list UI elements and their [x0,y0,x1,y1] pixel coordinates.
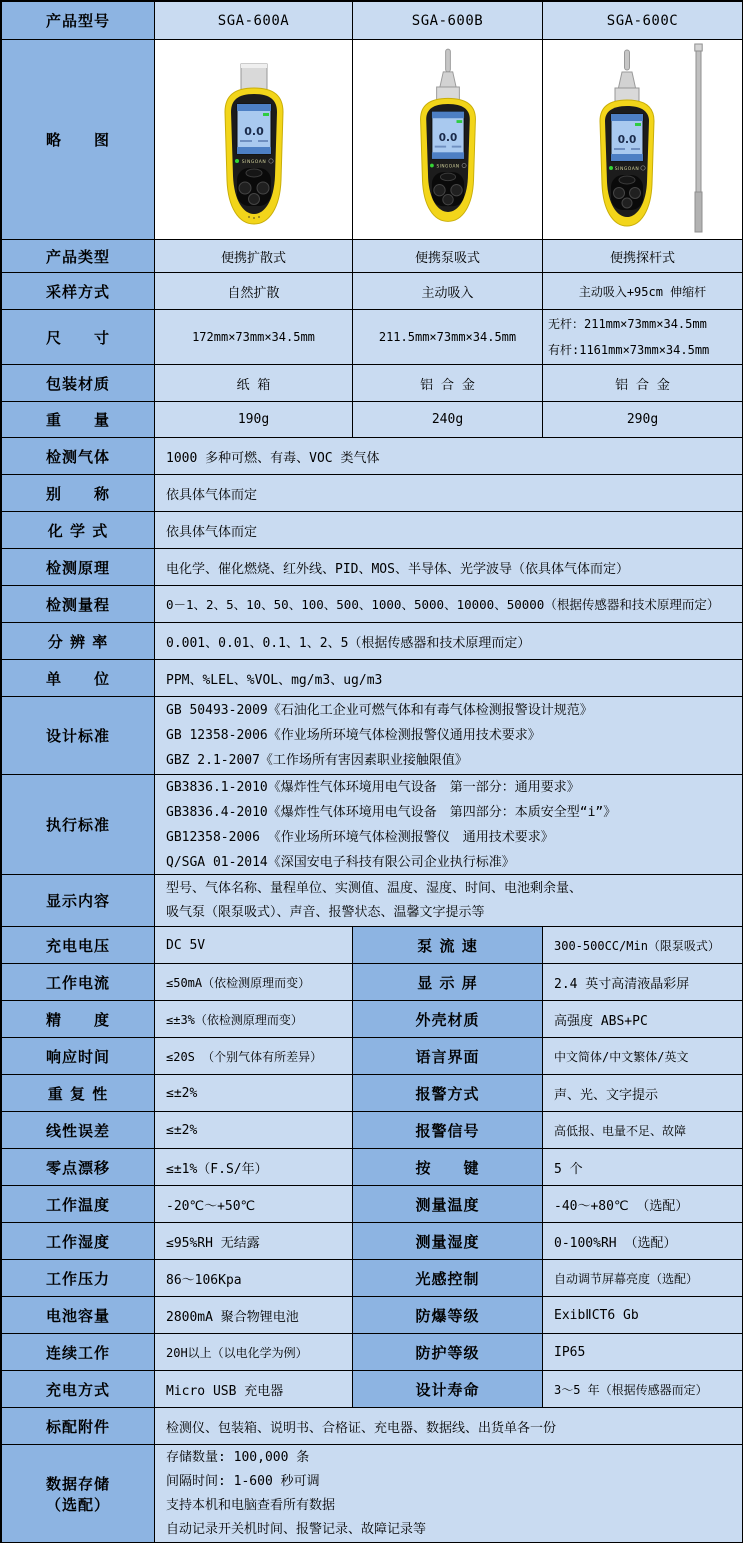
row-continuous-work-protection [2,1334,743,1371]
row-product-model [2,2,743,40]
row-accuracy-housing [2,1001,743,1038]
execution-standard-3: GB12358-2006 《作业场所环境气体检测报警仪 通用技术要求》 [166,829,554,845]
row-chemical-formula [2,512,743,549]
cell-alias: 依具体气体而定 [155,475,743,512]
screen-reading: 0.0 [617,133,636,146]
row-label-measuring-humidity: 测量湿度 [353,1223,543,1260]
row-label-weight: 重 量 [2,402,155,438]
row-label-protection-rating: 防护等级 [353,1334,543,1371]
row-label-chemical-formula: 化 学 式 [2,512,155,549]
display-content-line-2: 吸气泵（限泵吸式）、声音、报警状态、温馨文字提示等 [166,904,485,920]
row-charging-method-design-life [2,1371,743,1408]
cell-battery-capacity: 2800mA 聚合物锂电池 [155,1297,353,1334]
cell-sampling-a: 自然扩散 [155,273,353,310]
row-zero-drift-buttons [2,1149,743,1186]
status-led [609,166,613,170]
cell-protection-rating: IP65 [543,1334,743,1371]
display-content-line-1: 型号、气体名称、量程单位、实测值、温度、湿度、时间、电池剩余量、 [166,880,583,896]
cell-type-b: 便携泵吸式 [353,240,543,273]
row-linearity-alarm-signal [2,1112,743,1149]
cell-design-life: 3～5 年（根据传感器而定） [543,1371,743,1408]
cell-detection-principle: 电化学、催化燃烧、红外线、PID、MOS、半导体、光学波导（依具体气体而定） [155,549,743,586]
row-display-content [2,875,743,927]
cell-buttons: 5 个 [543,1149,743,1186]
row-label-working-pressure: 工作压力 [2,1260,155,1297]
row-repeatability-alarm-mode [2,1075,743,1112]
cell-dimensions-a: 172mm×73mm×34.5mm [155,310,353,365]
storage-capacity: 存储数量: 100,000 条 [166,1449,310,1465]
cell-language-interface: 中文简体/中文繁体/英文 [543,1038,743,1075]
row-label-buttons: 按 键 [353,1149,543,1186]
cell-dimensions-c [543,310,743,365]
cell-linearity-error: ≤±2% [155,1112,353,1149]
cell-continuous-operation: 20H以上（以电化学为例） [155,1334,353,1371]
cell-working-temperature: -20℃～+50℃ [155,1186,353,1223]
gas-detector-probe-rod-illustration [568,42,718,238]
cell-model-c: SGA-600C [543,2,743,40]
row-working-pressure-light-sensor [2,1260,743,1297]
cell-working-current: ≤50mA（依检测原理而变） [155,964,353,1001]
row-label-product-model: 产品型号 [2,2,155,40]
row-weight [2,402,743,438]
cell-light-sensing-control: 自动调节屏幕亮度（选配） [543,1260,743,1297]
row-units [2,660,743,697]
cell-zero-drift: ≤±1%（F.S/年） [155,1149,353,1186]
row-label-alarm-mode: 报警方式 [353,1075,543,1112]
product-image-sga-600a [155,40,353,240]
product-image-sga-600b [353,40,543,240]
dimensions-c-with-rod: 有杆:1161mm×73mm×34.5mm [548,343,710,357]
row-label-units: 单 位 [2,660,155,697]
cell-packaging-b: 铝 合 金 [353,365,543,402]
execution-standard-1: GB3836.1-2010《爆炸性气体环境用电气设备 第一部分：通用要求》 [166,779,580,795]
cell-execution-standards [155,775,743,875]
cell-alarm-mode: 声、光、文字提示 [543,1075,743,1112]
cell-type-a: 便携扩散式 [155,240,353,273]
status-led [430,163,434,167]
data-storage-label-line-2: （选配） [45,1495,110,1514]
cell-working-pressure: 86～106Kpa [155,1260,353,1297]
row-label-display-content: 显示内容 [2,875,155,927]
cell-display-screen: 2.4 英寸高清液晶彩屏 [543,964,743,1001]
row-detected-gases [2,438,743,475]
brand-label: SINGOAN [614,166,639,172]
row-label-alarm-signal: 报警信号 [353,1112,543,1149]
cell-data-storage [155,1445,743,1543]
cell-weight-a: 190g [155,402,353,438]
row-label-data-storage [2,1445,155,1543]
row-label-design-standards: 设计标准 [2,697,155,775]
product-image-sga-600c [543,40,743,240]
cell-measuring-temperature: -40～+80℃ （选配） [543,1186,743,1223]
execution-standard-4: Q/SGA 01-2014《深国安电子科技有限公司企业执行标准》 [166,854,515,870]
gas-detector-diffusion-illustration [179,42,329,238]
cell-weight-c: 290g [543,402,743,438]
cell-sampling-c: 主动吸入+95cm 伸缩杆 [543,273,743,310]
row-label-working-humidity: 工作湿度 [2,1223,155,1260]
row-resolution [2,623,743,660]
row-response-time-language [2,1038,743,1075]
cell-pump-flow: 300-500CC/Min（限泵吸式） [543,927,743,964]
cell-detection-range: 0－1、2、5、10、50、100、500、1000、5000、10000、50000（根据传感器和技术原理而定） [155,586,743,623]
design-standard-2: GB 12358-2006《作业场所环境气体检测报警仪通用技术要求》 [166,728,541,743]
row-label-sketch: 略 图 [2,40,155,240]
row-label-dimensions: 尺 寸 [2,310,155,365]
row-label-pump-flow: 泵 流 速 [353,927,543,964]
row-detection-range [2,586,743,623]
screen-reading: 0.0 [438,131,457,144]
row-label-standard-accessories: 标配附件 [2,1408,155,1445]
row-dimensions [2,310,743,365]
row-label-detected-gases: 检测气体 [2,438,155,475]
cell-resolution: 0.001、0.01、0.1、1、2、5（根据传感器和技术原理而定） [155,623,743,660]
gas-detector-pump-illustration [377,42,519,238]
cell-explosion-proof-rating: ExibⅡCT6 Gb [543,1297,743,1334]
row-label-linearity-error: 线性误差 [2,1112,155,1149]
cell-design-standards [155,697,743,775]
row-label-light-sensing-control: 光感控制 [353,1260,543,1297]
cell-standard-accessories: 检测仪、包装箱、说明书、合格证、充电器、数据线、出货单各一份 [155,1408,743,1445]
row-label-continuous-operation: 连续工作 [2,1334,155,1371]
row-label-charging-method: 充电方式 [2,1371,155,1408]
row-charging-voltage-pump-flow [2,927,743,964]
row-label-product-type: 产品类型 [2,240,155,273]
row-label-display-screen: 显 示 屏 [353,964,543,1001]
data-storage-label-line-1: 数据存储 [45,1474,110,1493]
status-led [235,159,239,163]
row-execution-standards [2,775,743,875]
row-label-execution-standards: 执行标准 [2,775,155,875]
screen-reading: 0.0 [243,124,264,138]
row-battery-explosion-proof [2,1297,743,1334]
cell-chemical-formula: 依具体气体而定 [155,512,743,549]
row-label-accuracy: 精 度 [2,1001,155,1038]
row-label-measuring-temperature: 测量温度 [353,1186,543,1223]
row-label-language-interface: 语言界面 [353,1038,543,1075]
row-data-storage [2,1445,743,1543]
cell-packaging-c: 铝 合 金 [543,365,743,402]
row-sketch [2,40,743,240]
row-working-temp-measure-temp [2,1186,743,1223]
cell-model-b: SGA-600B [353,2,543,40]
row-alias [2,475,743,512]
cell-units: PPM、%LEL、%VOL、mg/m3、ug/m3 [155,660,743,697]
row-working-humidity-measure-humidity [2,1223,743,1260]
brand-label: SINGOAN [241,159,266,165]
cell-display-content [155,875,743,927]
cell-housing-material: 高强度 ABS+PC [543,1001,743,1038]
cell-charging-method: Micro USB 充电器 [155,1371,353,1408]
storage-auto-records: 自动记录开关机时间、报警记录、故障记录等 [166,1521,427,1537]
row-label-repeatability: 重 复 性 [2,1075,155,1112]
cell-detected-gases: 1000 多种可燃、有毒、VOC 类气体 [155,438,743,475]
dimensions-c-without-rod: 无杆：211mm×73mm×34.5mm [548,317,707,331]
design-standard-3: GBZ 2.1-2007《工作场所有害因素职业接触限值》 [166,753,468,768]
cell-response-time: ≤20S （个别气体有所差异） [155,1038,353,1075]
storage-interval: 间隔时间: 1-600 秒可调 [166,1473,320,1489]
row-label-working-current: 工作电流 [2,964,155,1001]
row-standard-accessories [2,1408,743,1445]
row-packaging-material [2,365,743,402]
row-working-current-display [2,964,743,1001]
cell-dimensions-b: 211.5mm×73mm×34.5mm [353,310,543,365]
row-label-design-life: 设计寿命 [353,1371,543,1408]
cell-alarm-signal: 高低报、电量不足、故障 [543,1112,743,1149]
row-sampling-method [2,273,743,310]
telescopic-rod [694,44,701,232]
row-label-battery-capacity: 电池容量 [2,1297,155,1334]
cell-working-humidity: ≤95%RH 无结露 [155,1223,353,1260]
row-product-type [2,240,743,273]
cell-weight-b: 240g [353,402,543,438]
row-label-detection-range: 检测量程 [2,586,155,623]
row-label-packaging-material: 包装材质 [2,365,155,402]
row-label-explosion-proof-rating: 防爆等级 [353,1297,543,1334]
cell-type-c: 便携探杆式 [543,240,743,273]
row-label-sampling-method: 采样方式 [2,273,155,310]
row-detection-principle [2,549,743,586]
cell-model-a: SGA-600A [155,2,353,40]
row-label-detection-principle: 检测原理 [2,549,155,586]
row-label-housing-material: 外壳材质 [353,1001,543,1038]
cell-measuring-humidity: 0-100%RH （选配） [543,1223,743,1260]
execution-standard-2: GB3836.4-2010《爆炸性气体环境用电气设备 第四部分：本质安全型“i”》 [166,804,617,820]
brand-label: SINGOAN [435,163,460,169]
cell-sampling-b: 主动吸入 [353,273,543,310]
cell-accuracy: ≤±3%（依检测原理而变） [155,1001,353,1038]
row-label-charging-voltage: 充电电压 [2,927,155,964]
row-label-alias: 别 称 [2,475,155,512]
storage-view-support: 支持本机和电脑查看所有数据 [166,1497,336,1513]
design-standard-1: GB 50493-2009《石油化工企业可燃气体和有毒气体检测报警设计规范》 [166,703,593,718]
row-label-zero-drift: 零点漂移 [2,1149,155,1186]
cell-charging-voltage: DC 5V [155,927,353,964]
row-label-resolution: 分 辨 率 [2,623,155,660]
cell-packaging-a: 纸 箱 [155,365,353,402]
row-design-standards [2,697,743,775]
row-label-working-temperature: 工作温度 [2,1186,155,1223]
cell-repeatability: ≤±2% [155,1075,353,1112]
row-label-response-time: 响应时间 [2,1038,155,1075]
